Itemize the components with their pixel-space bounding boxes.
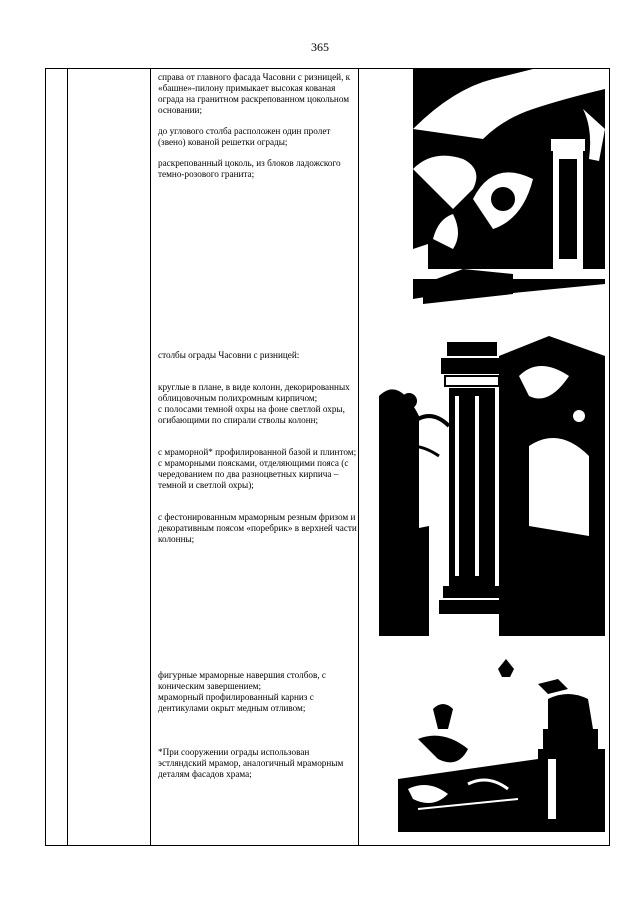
column-divider bbox=[150, 69, 151, 845]
description-paragraph: раскрепованный цоколь, из блоков ладожского темно-розового гранита; bbox=[158, 158, 341, 179]
page-number: 365 bbox=[311, 40, 329, 54]
description-cell-finials bbox=[158, 659, 358, 801]
heritage-table bbox=[45, 68, 610, 846]
description-paragraph: фигурные мраморные навершия столбов, с коническим завершением; мраморный профилированный карниз с дентикулами окрыт медным отливом; bbox=[158, 670, 327, 713]
column-divider bbox=[358, 69, 359, 845]
description-cell-columns bbox=[158, 339, 358, 566]
fence-column-photo bbox=[379, 336, 605, 636]
description-paragraph: с мраморной* профилированной базой и плинтом; с мраморными поясками, отделяющими пояса (с чередованием по два разноцветных кирпича – темной и светлой охры); bbox=[158, 447, 357, 490]
description-paragraph: с фестонированным мраморным резным фризом и декоративным поясом «поребрик» в верхней части колонны; bbox=[158, 512, 357, 544]
description-paragraph: до углового столба расположен один пролет (звено) кованой решетки ограды; bbox=[158, 126, 331, 147]
description-paragraph: столбы ограды Часовни с ризницей: bbox=[158, 350, 300, 360]
description-paragraph: справа от главного фасада Часовни с ризницей, к «башне»-пилону примыкает высокая кованая ограда на гранитном раскрепованном цокольном основании; bbox=[158, 72, 351, 115]
description-cell-fence bbox=[158, 72, 358, 190]
column-divider bbox=[67, 69, 68, 845]
column-finial-photo bbox=[398, 659, 605, 832]
description-paragraph: круглые в плане, в виде колонн, декорированных облицовочным полихромным кирпичом; с полосами темной охры на фоне светлой охры, огибающими по спирали стволы колонн; bbox=[158, 382, 350, 425]
wrought-iron-fence-photo bbox=[413, 69, 605, 325]
description-paragraph: *При сооружении ограды использован эстляндский мрамор, аналогичный мраморным деталям фасадов храма; bbox=[158, 747, 344, 779]
